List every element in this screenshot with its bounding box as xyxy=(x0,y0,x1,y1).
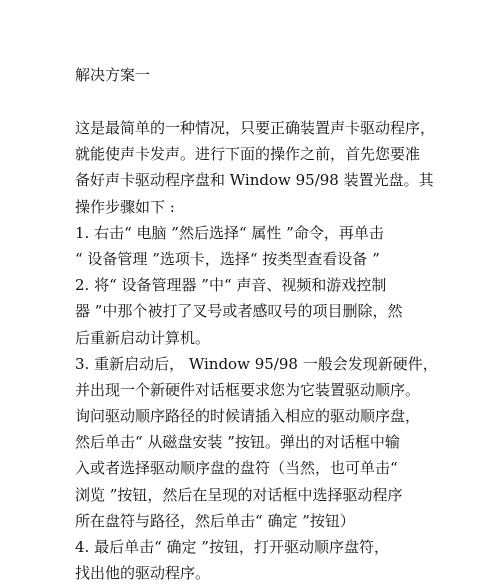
text-line: 2. 将“ 设备管理器 ”中“ 声音、视频和游戏控制 xyxy=(75,276,387,295)
text-line: 找出他的驱动程序。 xyxy=(75,564,211,583)
text-line: 这是最简单的一种情况，只要正确装置声卡驱动程序， xyxy=(75,119,436,137)
text-line: 入或者选择驱动顺序盘的盘符（当然，也可单击“ xyxy=(75,459,398,478)
text-line: 3. 重新启动后， Window 95/98 一般会发现新硬件， xyxy=(75,354,438,373)
text-line: 所在盘符与路径，然后单击“ 确定 ”按钮） xyxy=(75,511,355,530)
text-line: 1. 右击“ 电脑 ”然后选择“ 属性 ”命令，再单击 xyxy=(75,223,384,242)
text-line: 器 ”中那个被打了叉号或者感叹号的项目删除，然 xyxy=(75,302,403,321)
text-line: 就能使声卡发声。进行下面的操作之前，首先您要准 xyxy=(75,145,421,164)
text-line: 浏览 ”按钮，然后在呈现的对话框中选择驱动程序 xyxy=(75,485,403,504)
text-line: 4. 最后单击“ 确定 ”按钮，打开驱动顺序盘符， xyxy=(75,538,389,556)
text-line: 然后单击“ 从磁盘安装 ”按钮。弹出的对话框中输 xyxy=(75,433,400,452)
body-text xyxy=(75,115,438,586)
text-line: 备好声卡驱动程序盘和 Window 95/98 装置光盘。其 xyxy=(75,171,434,190)
text-line: 询问驱动顺序路径的时候请插入相应的驱动顺序盘， xyxy=(75,407,421,426)
section-heading: 解决方案一 xyxy=(75,66,151,84)
text-line: 操作步骤如下 : xyxy=(75,197,175,216)
text-line: 后重新启动计算机。 xyxy=(75,328,211,347)
text-line: “ 设备管理 ”选项卡，选择“ 按类型查看设备 ” xyxy=(75,249,380,268)
text-line: 并出现一个新硬件对话框要求您为它装置驱动顺序。 xyxy=(75,380,421,399)
